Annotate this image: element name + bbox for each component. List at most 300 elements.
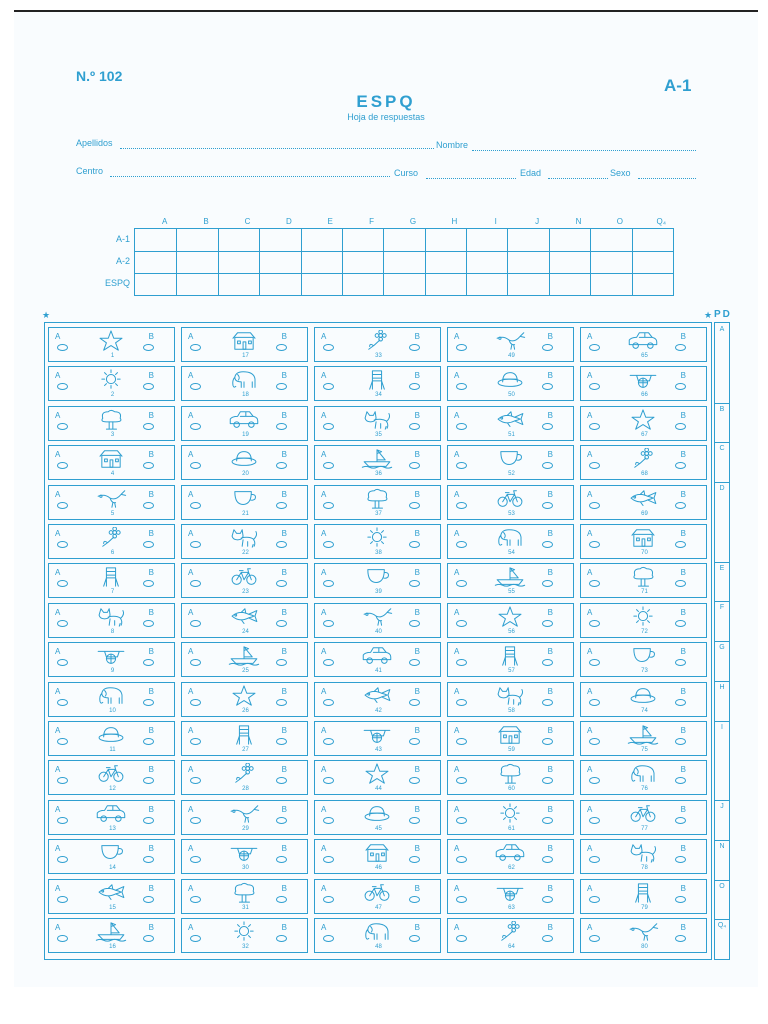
option-b-bubble[interactable] <box>143 344 154 351</box>
option-a-bubble[interactable] <box>190 659 201 666</box>
option-b-bubble[interactable] <box>409 541 420 548</box>
option-b-bubble[interactable] <box>409 383 420 390</box>
option-a-bubble[interactable] <box>190 817 201 824</box>
option-a-label: A <box>321 489 327 499</box>
option-a-bubble[interactable] <box>323 777 334 784</box>
option-a-bubble[interactable] <box>57 423 68 430</box>
item-number: 67 <box>641 431 648 438</box>
option-b-bubble[interactable] <box>675 620 686 627</box>
option-a-bubble[interactable] <box>57 462 68 469</box>
option-b-bubble[interactable] <box>276 423 287 430</box>
option-a-bubble[interactable] <box>323 344 334 351</box>
item-number: 51 <box>508 431 515 438</box>
option-a-bubble[interactable] <box>456 541 467 548</box>
bird-icon <box>94 488 128 510</box>
item-cell-12 <box>48 760 175 795</box>
option-b-label: B <box>414 804 420 814</box>
option-a-bubble[interactable] <box>589 541 600 548</box>
option-a-bubble[interactable] <box>190 462 201 469</box>
option-b-bubble[interactable] <box>409 580 420 587</box>
score-grid-col-1: B <box>203 217 209 226</box>
option-a-label: A <box>321 647 327 657</box>
option-b-bubble[interactable] <box>675 659 686 666</box>
option-b-bubble[interactable] <box>143 738 154 745</box>
option-b-bubble[interactable] <box>276 699 287 706</box>
option-b-bubble[interactable] <box>542 383 553 390</box>
option-a-bubble[interactable] <box>323 935 334 942</box>
edad-field[interactable] <box>548 178 608 179</box>
option-b-bubble[interactable] <box>675 699 686 706</box>
star-icon <box>94 330 128 352</box>
option-a-bubble[interactable] <box>456 935 467 942</box>
option-b-bubble[interactable] <box>675 462 686 469</box>
item-cell-28 <box>181 760 308 795</box>
sexo-field[interactable] <box>638 178 696 179</box>
option-a-label: A <box>55 450 61 460</box>
option-a-bubble[interactable] <box>456 423 467 430</box>
option-b-bubble[interactable] <box>143 383 154 390</box>
option-a-bubble[interactable] <box>323 502 334 509</box>
option-a-bubble[interactable] <box>57 738 68 745</box>
option-a-bubble[interactable] <box>456 620 467 627</box>
option-a-label: A <box>587 844 593 854</box>
star-mark-left: ★ <box>42 310 51 320</box>
option-b-bubble[interactable] <box>143 580 154 587</box>
option-a-bubble[interactable] <box>57 620 68 627</box>
item-cell-15 <box>48 879 175 914</box>
option-b-bubble[interactable] <box>542 699 553 706</box>
option-a-bubble[interactable] <box>323 580 334 587</box>
option-a-bubble[interactable] <box>456 659 467 666</box>
house-icon <box>227 330 261 352</box>
option-a-bubble[interactable] <box>456 502 467 509</box>
option-b-bubble[interactable] <box>675 817 686 824</box>
option-b-bubble[interactable] <box>542 896 553 903</box>
item-number: 80 <box>641 944 648 950</box>
score-grid[interactable] <box>134 228 674 296</box>
option-a-label: A <box>188 489 194 499</box>
option-a-bubble[interactable] <box>190 935 201 942</box>
option-a-bubble[interactable] <box>323 699 334 706</box>
option-b-bubble[interactable] <box>409 699 420 706</box>
option-a-bubble[interactable] <box>589 777 600 784</box>
option-a-bubble[interactable] <box>589 580 600 587</box>
option-b-bubble[interactable] <box>276 856 287 863</box>
option-a-bubble[interactable] <box>190 856 201 863</box>
option-a-bubble[interactable] <box>57 896 68 903</box>
item-number: 69 <box>641 510 648 517</box>
option-b-bubble[interactable] <box>409 738 420 745</box>
option-a-bubble[interactable] <box>323 541 334 548</box>
option-a-bubble[interactable] <box>456 777 467 784</box>
option-b-bubble[interactable] <box>409 817 420 824</box>
option-a-bubble[interactable] <box>57 659 68 666</box>
option-b-label: B <box>414 529 420 538</box>
option-a-label: A <box>188 568 194 578</box>
item-cell-58 <box>447 682 574 717</box>
grid-divider <box>176 229 177 295</box>
option-b-bubble[interactable] <box>276 817 287 824</box>
option-a-bubble[interactable] <box>456 856 467 863</box>
option-b-bubble[interactable] <box>143 541 154 548</box>
sun-icon <box>626 606 660 628</box>
option-b-bubble[interactable] <box>143 423 154 430</box>
option-a-label: A <box>188 726 194 735</box>
option-b-label: B <box>148 883 154 893</box>
option-a-label: A <box>188 765 194 775</box>
option-a-bubble[interactable] <box>323 383 334 390</box>
item-number: 34 <box>375 392 382 399</box>
option-a-bubble[interactable] <box>456 383 467 390</box>
option-b-bubble[interactable] <box>276 659 287 666</box>
item-number: 31 <box>242 904 249 911</box>
item-number: 27 <box>242 747 249 753</box>
item-cell-78 <box>580 839 707 874</box>
option-a-bubble[interactable] <box>456 699 467 706</box>
boat-icon <box>493 566 527 588</box>
option-a-bubble[interactable] <box>57 580 68 587</box>
option-b-bubble[interactable] <box>409 856 420 863</box>
option-a-bubble[interactable] <box>57 777 68 784</box>
option-a-bubble[interactable] <box>456 580 467 587</box>
bird-icon <box>493 330 527 352</box>
item-number: 23 <box>242 589 249 596</box>
nombre-label: Nombre <box>436 140 469 150</box>
option-a-bubble[interactable] <box>589 896 600 903</box>
option-b-label: B <box>148 844 154 854</box>
option-a-bubble[interactable] <box>57 699 68 706</box>
option-a-label: A <box>587 410 593 420</box>
option-b-label: B <box>680 607 686 617</box>
pd-factor-label: B <box>719 405 725 413</box>
option-b-bubble[interactable] <box>409 344 420 351</box>
pd-divider <box>715 403 729 404</box>
option-b-label: B <box>414 686 420 696</box>
cup-icon <box>493 448 527 470</box>
item-number: 43 <box>375 747 382 753</box>
option-b-bubble[interactable] <box>409 896 420 903</box>
boat-icon <box>94 921 128 943</box>
option-a-bubble[interactable] <box>190 580 201 587</box>
star-icon <box>493 606 527 628</box>
star-icon <box>360 763 394 785</box>
option-b-bubble[interactable] <box>143 620 154 627</box>
option-b-label: B <box>281 410 287 420</box>
option-a-bubble[interactable] <box>190 896 201 903</box>
option-b-bubble[interactable] <box>409 659 420 666</box>
option-b-bubble[interactable] <box>276 462 287 469</box>
option-a-label: A <box>55 844 61 854</box>
option-b-label: B <box>547 923 553 932</box>
option-a-bubble[interactable] <box>589 344 600 351</box>
item-cell-72 <box>580 603 707 638</box>
score-grid-col-11: O <box>616 217 624 226</box>
item-number: 37 <box>375 510 382 517</box>
option-a-label: A <box>454 607 460 617</box>
option-a-bubble[interactable] <box>589 935 600 942</box>
pd-factor-label: A <box>719 326 725 333</box>
pd-factor-label: G <box>719 644 725 651</box>
grid-divider <box>135 273 673 274</box>
option-b-bubble[interactable] <box>542 620 553 627</box>
item-number: 14 <box>109 865 116 872</box>
option-b-bubble[interactable] <box>675 344 686 351</box>
option-a-bubble[interactable] <box>190 423 201 430</box>
item-number: 55 <box>508 589 515 596</box>
option-b-bubble[interactable] <box>143 502 154 509</box>
option-b-label: B <box>414 844 420 854</box>
option-a-bubble[interactable] <box>190 738 201 745</box>
option-b-label: B <box>281 923 287 932</box>
option-a-bubble[interactable] <box>456 896 467 903</box>
option-b-bubble[interactable] <box>276 777 287 784</box>
option-b-label: B <box>281 332 287 341</box>
option-b-bubble[interactable] <box>542 580 553 587</box>
option-b-label: B <box>547 371 553 381</box>
flower-icon <box>360 330 394 352</box>
option-b-bubble[interactable] <box>675 580 686 587</box>
option-a-bubble[interactable] <box>57 856 68 863</box>
pd-factor-label: Q₄ <box>717 922 727 930</box>
sexo-label: Sexo <box>610 168 631 178</box>
score-grid-col-2: C <box>244 217 251 226</box>
item-number: 10 <box>109 707 116 714</box>
centro-field[interactable] <box>110 176 390 177</box>
option-b-bubble[interactable] <box>542 738 553 745</box>
option-b-bubble[interactable] <box>675 738 686 745</box>
option-a-bubble[interactable] <box>456 817 467 824</box>
option-b-bubble[interactable] <box>542 935 553 942</box>
flower-icon <box>493 921 527 943</box>
option-a-bubble[interactable] <box>456 344 467 351</box>
option-b-bubble[interactable] <box>675 777 686 784</box>
option-a-bubble[interactable] <box>190 699 201 706</box>
option-a-bubble[interactable] <box>190 344 201 351</box>
option-b-bubble[interactable] <box>409 620 420 627</box>
item-number: 61 <box>508 825 515 832</box>
option-b-bubble[interactable] <box>143 856 154 863</box>
option-a-bubble[interactable] <box>589 817 600 824</box>
option-a-label: A <box>188 529 194 538</box>
grid-divider <box>259 229 260 295</box>
option-b-bubble[interactable] <box>276 896 287 903</box>
option-a-bubble[interactable] <box>589 383 600 390</box>
item-number: 18 <box>242 392 249 399</box>
item-cell-46 <box>314 839 441 874</box>
edad-label: Edad <box>520 168 542 178</box>
option-b-bubble[interactable] <box>143 659 154 666</box>
option-a-bubble[interactable] <box>57 344 68 351</box>
fish-icon <box>360 685 394 707</box>
option-b-bubble[interactable] <box>675 896 686 903</box>
option-a-bubble[interactable] <box>589 620 600 627</box>
option-a-bubble[interactable] <box>57 817 68 824</box>
option-a-label: A <box>55 607 61 617</box>
option-b-label: B <box>680 804 686 814</box>
option-a-bubble[interactable] <box>323 817 334 824</box>
centro-label: Centro <box>76 166 104 176</box>
option-b-bubble[interactable] <box>276 383 287 390</box>
option-a-bubble[interactable] <box>589 502 600 509</box>
option-a-bubble[interactable] <box>589 856 600 863</box>
option-b-bubble[interactable] <box>276 502 287 509</box>
option-b-label: B <box>680 450 686 460</box>
option-b-bubble[interactable] <box>276 935 287 942</box>
curso-label: Curso <box>394 168 419 178</box>
option-a-label: A <box>188 410 194 420</box>
pd-factor-label: C <box>719 445 725 453</box>
option-b-bubble[interactable] <box>542 344 553 351</box>
bird-icon <box>227 803 261 825</box>
option-a-bubble[interactable] <box>57 935 68 942</box>
option-a-bubble[interactable] <box>190 777 201 784</box>
item-number: 15 <box>109 904 116 911</box>
pd-factor-label: E <box>719 564 725 572</box>
boat-icon <box>227 645 261 667</box>
option-a-bubble[interactable] <box>589 659 600 666</box>
item-number: 40 <box>375 628 382 635</box>
option-a-bubble[interactable] <box>57 502 68 509</box>
option-b-bubble[interactable] <box>675 935 686 942</box>
option-b-bubble[interactable] <box>675 383 686 390</box>
grid-divider <box>135 251 673 252</box>
item-number: 21 <box>242 510 249 517</box>
option-b-label: B <box>680 568 686 578</box>
option-a-label: A <box>454 450 460 460</box>
option-b-label: B <box>148 726 154 735</box>
option-a-label: A <box>587 686 593 696</box>
option-b-label: B <box>281 371 287 381</box>
item-number: 77 <box>641 825 648 832</box>
item-number: 1 <box>110 353 115 359</box>
option-b-bubble[interactable] <box>542 423 553 430</box>
option-b-bubble[interactable] <box>675 423 686 430</box>
item-cell-37 <box>314 485 441 520</box>
option-a-bubble[interactable] <box>323 620 334 627</box>
option-b-bubble[interactable] <box>276 541 287 548</box>
option-a-bubble[interactable] <box>323 462 334 469</box>
nombre-field[interactable] <box>472 150 696 151</box>
elephant-icon <box>94 685 128 707</box>
option-a-bubble[interactable] <box>323 856 334 863</box>
option-b-bubble[interactable] <box>542 817 553 824</box>
option-b-bubble[interactable] <box>143 896 154 903</box>
option-b-bubble[interactable] <box>276 580 287 587</box>
score-grid-row-label: A-2 <box>115 256 130 266</box>
option-b-bubble[interactable] <box>542 659 553 666</box>
item-cell-32 <box>181 918 308 953</box>
pd-divider <box>715 880 729 881</box>
option-b-bubble[interactable] <box>276 738 287 745</box>
option-a-bubble[interactable] <box>456 738 467 745</box>
cat-icon <box>94 606 128 628</box>
option-b-label: B <box>680 726 686 735</box>
option-b-bubble[interactable] <box>542 502 553 509</box>
option-b-bubble[interactable] <box>143 817 154 824</box>
item-number: 54 <box>508 550 515 556</box>
item-cell-10 <box>48 682 175 717</box>
option-b-bubble[interactable] <box>409 462 420 469</box>
option-b-bubble[interactable] <box>143 699 154 706</box>
house-icon <box>626 527 660 549</box>
option-b-bubble[interactable] <box>675 502 686 509</box>
option-b-bubble[interactable] <box>409 935 420 942</box>
curso-field[interactable] <box>426 178 516 179</box>
option-b-label: B <box>281 765 287 775</box>
item-cell-19 <box>181 406 308 441</box>
item-number: 4 <box>110 471 115 478</box>
option-a-label: A <box>454 489 460 499</box>
option-a-bubble[interactable] <box>456 462 467 469</box>
option-a-bubble[interactable] <box>190 541 201 548</box>
option-a-bubble[interactable] <box>589 699 600 706</box>
option-b-bubble[interactable] <box>675 856 686 863</box>
option-b-bubble[interactable] <box>542 856 553 863</box>
option-b-bubble[interactable] <box>542 541 553 548</box>
option-a-label: A <box>55 686 61 696</box>
option-a-bubble[interactable] <box>589 738 600 745</box>
option-a-bubble[interactable] <box>323 423 334 430</box>
option-b-bubble[interactable] <box>409 777 420 784</box>
option-b-bubble[interactable] <box>675 541 686 548</box>
item-cell-11 <box>48 721 175 756</box>
option-b-bubble[interactable] <box>542 462 553 469</box>
bicycle-icon <box>94 763 128 785</box>
option-a-label: A <box>55 923 61 932</box>
option-b-label: B <box>547 410 553 420</box>
apellidos-field[interactable] <box>120 148 434 149</box>
bird-icon <box>626 921 660 943</box>
option-b-bubble[interactable] <box>542 777 553 784</box>
option-a-bubble[interactable] <box>323 896 334 903</box>
option-a-label: A <box>321 726 327 735</box>
elephant-icon <box>493 527 527 549</box>
cat-icon <box>227 527 261 549</box>
option-b-bubble[interactable] <box>143 935 154 942</box>
option-b-label: B <box>680 686 686 696</box>
option-a-bubble[interactable] <box>190 502 201 509</box>
option-a-bubble[interactable] <box>589 423 600 430</box>
fish-icon <box>227 606 261 628</box>
option-b-label: B <box>680 529 686 538</box>
item-number: 12 <box>109 786 116 793</box>
item-cell-24 <box>181 603 308 638</box>
pd-divider <box>715 641 729 642</box>
option-b-bubble[interactable] <box>409 502 420 509</box>
option-b-bubble[interactable] <box>276 620 287 627</box>
option-a-bubble[interactable] <box>190 383 201 390</box>
item-cell-38 <box>314 524 441 559</box>
option-a-bubble[interactable] <box>323 738 334 745</box>
option-b-label: B <box>547 607 553 617</box>
option-b-bubble[interactable] <box>409 423 420 430</box>
option-a-bubble[interactable] <box>57 383 68 390</box>
option-b-bubble[interactable] <box>143 462 154 469</box>
option-a-bubble[interactable] <box>57 541 68 548</box>
option-b-bubble[interactable] <box>143 777 154 784</box>
item-number: 2 <box>110 392 115 399</box>
option-b-bubble[interactable] <box>276 344 287 351</box>
option-a-bubble[interactable] <box>323 659 334 666</box>
item-number: 33 <box>375 353 382 359</box>
option-b-label: B <box>148 529 154 538</box>
item-cell-47 <box>314 879 441 914</box>
option-a-bubble[interactable] <box>190 620 201 627</box>
option-b-label: B <box>148 765 154 775</box>
item-number: 17 <box>242 353 249 359</box>
score-grid-col-3: D <box>285 217 292 226</box>
option-a-bubble[interactable] <box>589 462 600 469</box>
